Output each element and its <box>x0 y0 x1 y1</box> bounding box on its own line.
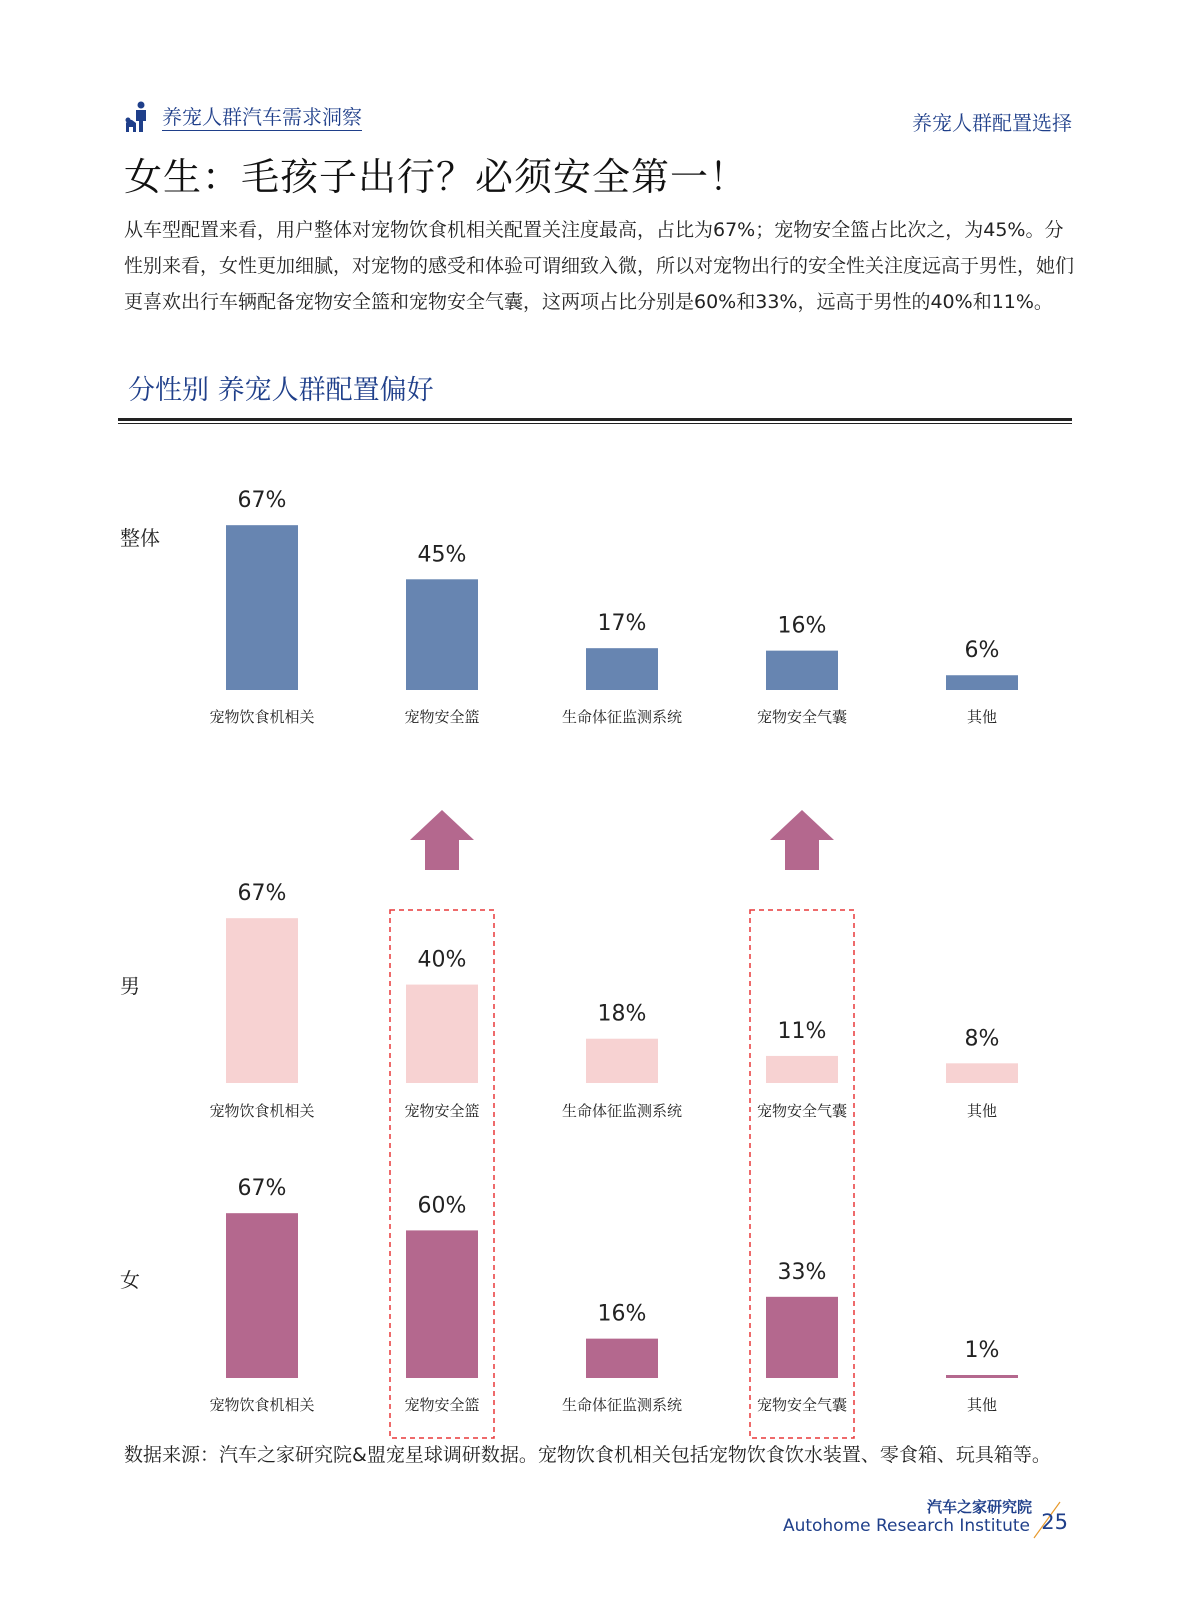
category-label: 宠物安全篮 <box>404 708 480 726</box>
body-paragraph: 从车型配置来看，用户整体对宠物饮食机相关配置关注度最高，占比为67%；宠物安全篮占比次之，为45%。分性别来看，女性更加细腻，对宠物的感受和体验可谓细致入微，所以对宠物出行的安全性关注度远高于男性，她们更喜欢出行车辆配备宠物安全篮和宠物安全气囊，这两项占比分别是60%和33%，远高于男性的40%和11%。 <box>124 219 1075 313</box>
topic-title: 养宠人群配置选择 <box>912 111 1072 135</box>
category-label: 宠物安全气囊 <box>756 708 848 726</box>
category-label: 宠物饮食机相关 <box>209 1102 315 1120</box>
category-label: 生命体征监测系统 <box>561 1102 683 1120</box>
category-label: 宠物安全篮 <box>404 1102 480 1120</box>
data-label: 6% <box>964 638 1000 664</box>
data-label: 67% <box>237 881 287 907</box>
data-label: 45% <box>417 542 467 568</box>
category-label: 其他 <box>966 1102 998 1120</box>
data-label: 18% <box>597 1001 647 1027</box>
series-label: 女 <box>120 1268 140 1292</box>
up-arrow-icon <box>770 810 834 870</box>
bar <box>946 1063 1018 1083</box>
category-label: 宠物饮食机相关 <box>209 1396 315 1414</box>
data-label: 8% <box>964 1026 1000 1052</box>
bar <box>406 985 478 1083</box>
category-label: 其他 <box>966 1396 998 1414</box>
chart-title: 分性别 养宠人群配置偏好 <box>128 375 434 406</box>
data-label: 67% <box>237 488 287 514</box>
data-label: 67% <box>237 1176 287 1202</box>
bar <box>586 648 658 690</box>
category-label: 宠物安全气囊 <box>756 1396 848 1414</box>
bar <box>766 1297 838 1378</box>
data-label: 33% <box>777 1259 827 1285</box>
bar <box>946 675 1018 690</box>
series-label: 整体 <box>120 526 160 550</box>
category-label: 宠物饮食机相关 <box>209 708 315 726</box>
data-source-note: 数据来源：汽车之家研究院&盟宠星球调研数据。宠物饮食机相关包括宠物饮食饮水装置、零食箱、玩具箱等。 <box>124 1444 1051 1466</box>
footer-brand: 汽车之家研究院 <box>926 1498 1032 1516</box>
series-label: 男 <box>120 974 140 998</box>
bar <box>586 1339 658 1378</box>
bar <box>946 1375 1018 1378</box>
category-label: 宠物安全篮 <box>404 1396 480 1414</box>
section-title: 养宠人群汽车需求洞察 <box>162 104 362 129</box>
data-label: 40% <box>417 947 467 973</box>
category-label: 宠物安全气囊 <box>756 1102 848 1120</box>
page-title: 女生：毛孩子出行？必须安全第一！ <box>124 155 749 199</box>
data-label: 16% <box>777 613 827 639</box>
category-label: 生命体征监测系统 <box>561 708 683 726</box>
bar <box>226 525 298 690</box>
footer-brand-en: Autohome Research Institute <box>782 1516 1030 1536</box>
bar <box>766 1056 838 1083</box>
bar <box>406 579 478 690</box>
bar <box>226 918 298 1083</box>
category-label: 生命体征监测系统 <box>561 1396 683 1414</box>
bar <box>586 1039 658 1083</box>
bar <box>406 1230 478 1378</box>
bar <box>766 651 838 690</box>
data-label: 17% <box>597 611 647 637</box>
data-label: 60% <box>417 1193 467 1219</box>
bar <box>226 1213 298 1378</box>
data-label: 11% <box>777 1018 827 1044</box>
data-label: 16% <box>597 1301 647 1327</box>
up-arrow-icon <box>410 810 474 870</box>
category-label: 其他 <box>966 708 998 726</box>
page-number: 25 <box>1041 1510 1068 1534</box>
data-label: 1% <box>964 1338 1000 1363</box>
